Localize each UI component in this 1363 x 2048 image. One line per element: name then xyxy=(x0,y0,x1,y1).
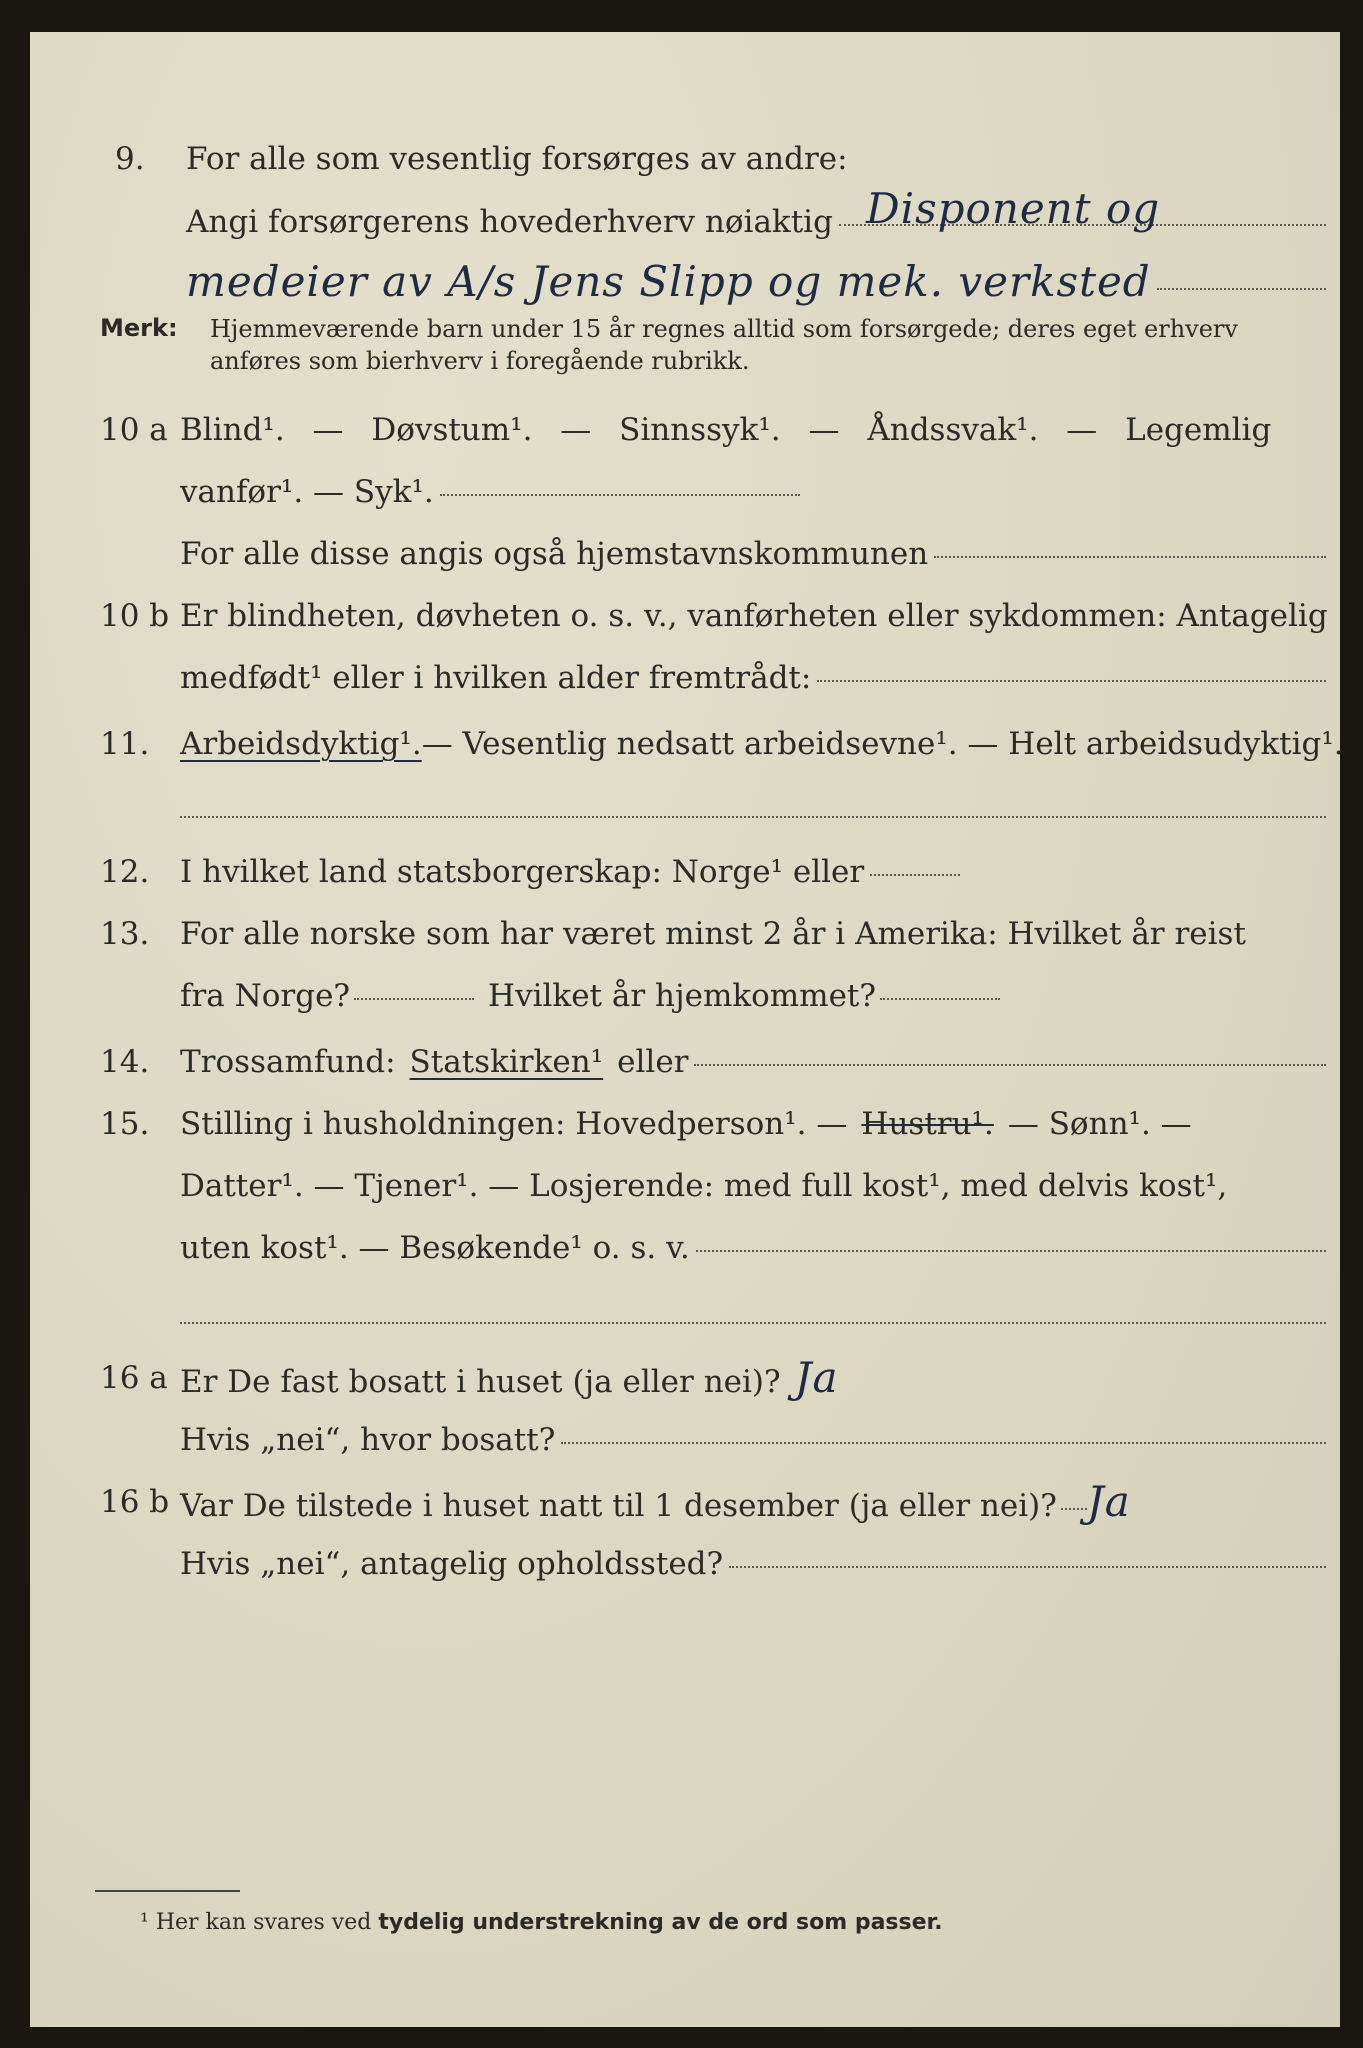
q15-line1a-text: Stilling i husholdningen: Hovedperson¹. — xyxy=(180,1106,848,1142)
q10b-line1-text: Er blindheten, døvheten o. s. v., vanførheten eller sykdommen: Antagelig xyxy=(180,598,1328,634)
q15-dotted-field xyxy=(696,1250,1326,1252)
q15-line2-text: Datter¹. — Tjener¹. — Losjerende: med full kost¹, med delvis kost¹, xyxy=(180,1168,1228,1204)
footnote xyxy=(140,1910,943,1935)
q13-returned-label: Hvilket år hjemkommet? xyxy=(488,978,877,1014)
q13-returned-field xyxy=(880,998,1000,1000)
q10a-dotted-field xyxy=(440,494,800,496)
merk-line1-text: Hjemmeværende barn under 15 år regnes alltid som forsørgede; deres eget erhverv xyxy=(210,315,1238,343)
q11-dotted-field xyxy=(180,816,1326,818)
q11-number: 11. xyxy=(100,726,150,762)
q14-label: Trossamfund: xyxy=(180,1044,396,1080)
q9-provider-occupation-label: Angi forsørgerens hovederhverv nøiaktig xyxy=(186,204,833,240)
q10a-line3-text: For alle disse angis også hjemstavnskommunen xyxy=(180,536,929,572)
q14-rest-text: eller xyxy=(617,1044,689,1080)
q10b-line2-text: medfødt¹ eller i hvilken alder fremtrådt: xyxy=(180,660,812,696)
q9-line1 xyxy=(186,139,1326,179)
q12-number: 12. xyxy=(100,854,150,890)
q14-line xyxy=(180,1042,1326,1082)
q10b-line1 xyxy=(180,596,1326,636)
q13-line2 xyxy=(180,976,1000,1016)
q15-line2 xyxy=(180,1166,1326,1206)
q9-answer-part1: Disponent og xyxy=(866,184,1161,233)
q11-rest-text: — Vesentlig nedsatt arbeidsevne¹. — Helt arbeidsudyktig¹. xyxy=(421,726,1344,762)
footnote-text2: tydelig understrekning av de ord som passer. xyxy=(378,1910,943,1935)
footnote-mark: ¹ xyxy=(140,1910,149,1935)
q10a-line3 xyxy=(180,534,1326,574)
q10a-number: 10 a xyxy=(100,412,168,448)
q16b-line2-text: Hvis „nei“, antagelig opholdssted? xyxy=(180,1546,724,1582)
q14-number: 14. xyxy=(100,1044,150,1080)
q13-left-norway-label: fra Norge? xyxy=(180,978,351,1014)
q16a-line2-text: Hvis „nei“, hvor bosatt? xyxy=(180,1422,556,1458)
q10a-line1-text: Blind¹. — Døvstum¹. — Sinnssyk¹. — Åndssvak¹. — Legemlig xyxy=(180,412,1272,448)
footnote-rule xyxy=(95,1890,240,1892)
q16a-dotted-field xyxy=(561,1442,1326,1444)
q15-line1 xyxy=(180,1104,1326,1144)
q10a-home-municipality-field xyxy=(934,556,1326,558)
q12-line xyxy=(180,852,960,892)
q15-dotted-field-2 xyxy=(180,1322,1326,1324)
q11-line1 xyxy=(180,724,1344,764)
q10a-line2 xyxy=(180,472,800,512)
q15-option-hustru: Hustru¹. xyxy=(861,1106,994,1142)
q16a-question: Er De fast bosatt i huset (ja eller nei)? xyxy=(180,1364,781,1400)
q10b-number: 10 b xyxy=(100,598,170,634)
q14-option-statskirken: Statskirken¹ xyxy=(409,1044,604,1080)
q15-line3 xyxy=(180,1228,1326,1268)
q16b-answer: Ja xyxy=(1086,1477,1131,1526)
q11-option-arbeidsdyktig: Arbeidsdyktig¹. xyxy=(180,726,422,762)
q9-dotted-field-2 xyxy=(1157,288,1326,290)
q10a-line2-text: vanfør¹. — Syk¹. xyxy=(180,474,434,510)
merk-line1 xyxy=(210,314,1238,344)
merk-line2-text: anføres som bierhverv i foregående rubrikk. xyxy=(210,347,750,375)
q10a-line1 xyxy=(180,410,1326,450)
q9-line3 xyxy=(186,257,1326,306)
q16a-number: 16 a xyxy=(100,1360,168,1396)
q16b-line2 xyxy=(180,1544,1326,1584)
q9-answer-part2: medeier av A/s Jens Slipp og mek. verksted xyxy=(186,257,1151,306)
q9-number: 9. xyxy=(115,141,145,177)
q12-dotted-field xyxy=(870,874,960,876)
q15-line1c-text: — Sønn¹. — xyxy=(1007,1106,1192,1142)
q16b-number: 16 b xyxy=(100,1484,170,1520)
q13-line1 xyxy=(180,914,1326,954)
q12-text: I hvilket land statsborgerskap: Norge¹ eller xyxy=(180,854,865,890)
q10b-line2 xyxy=(180,658,1326,698)
q16b-question: Var De tilstede i huset natt til 1 desember (ja eller nei)? xyxy=(180,1488,1057,1524)
q16b-dotted-field xyxy=(729,1566,1326,1568)
footnote-text1: Her kan svares ved xyxy=(155,1910,372,1935)
q16a-line2 xyxy=(180,1420,1326,1460)
q10b-dotted-field xyxy=(817,680,1326,682)
q16b-dots xyxy=(1061,1508,1087,1510)
q13-line1-text: For alle norske som har været minst 2 år i Amerika: Hvilket år reist xyxy=(180,916,1246,952)
q15-line3-text: uten kost¹. — Besøkende¹ o. s. v. xyxy=(180,1230,690,1266)
q14-dotted-field xyxy=(694,1064,1326,1066)
merk-line2 xyxy=(210,346,749,376)
q9-line1-text: For alle som vesentlig forsørges av andre: xyxy=(186,141,848,177)
q15-number: 15. xyxy=(100,1106,150,1142)
merk-label: Merk: xyxy=(100,314,178,342)
census-form-page xyxy=(30,32,1344,2027)
q13-left-norway-field xyxy=(354,998,474,1000)
q16a-line1 xyxy=(180,1353,839,1402)
q13-number: 13. xyxy=(100,916,150,952)
q16b-line1 xyxy=(180,1477,1131,1526)
q16a-answer: Ja xyxy=(794,1353,839,1402)
